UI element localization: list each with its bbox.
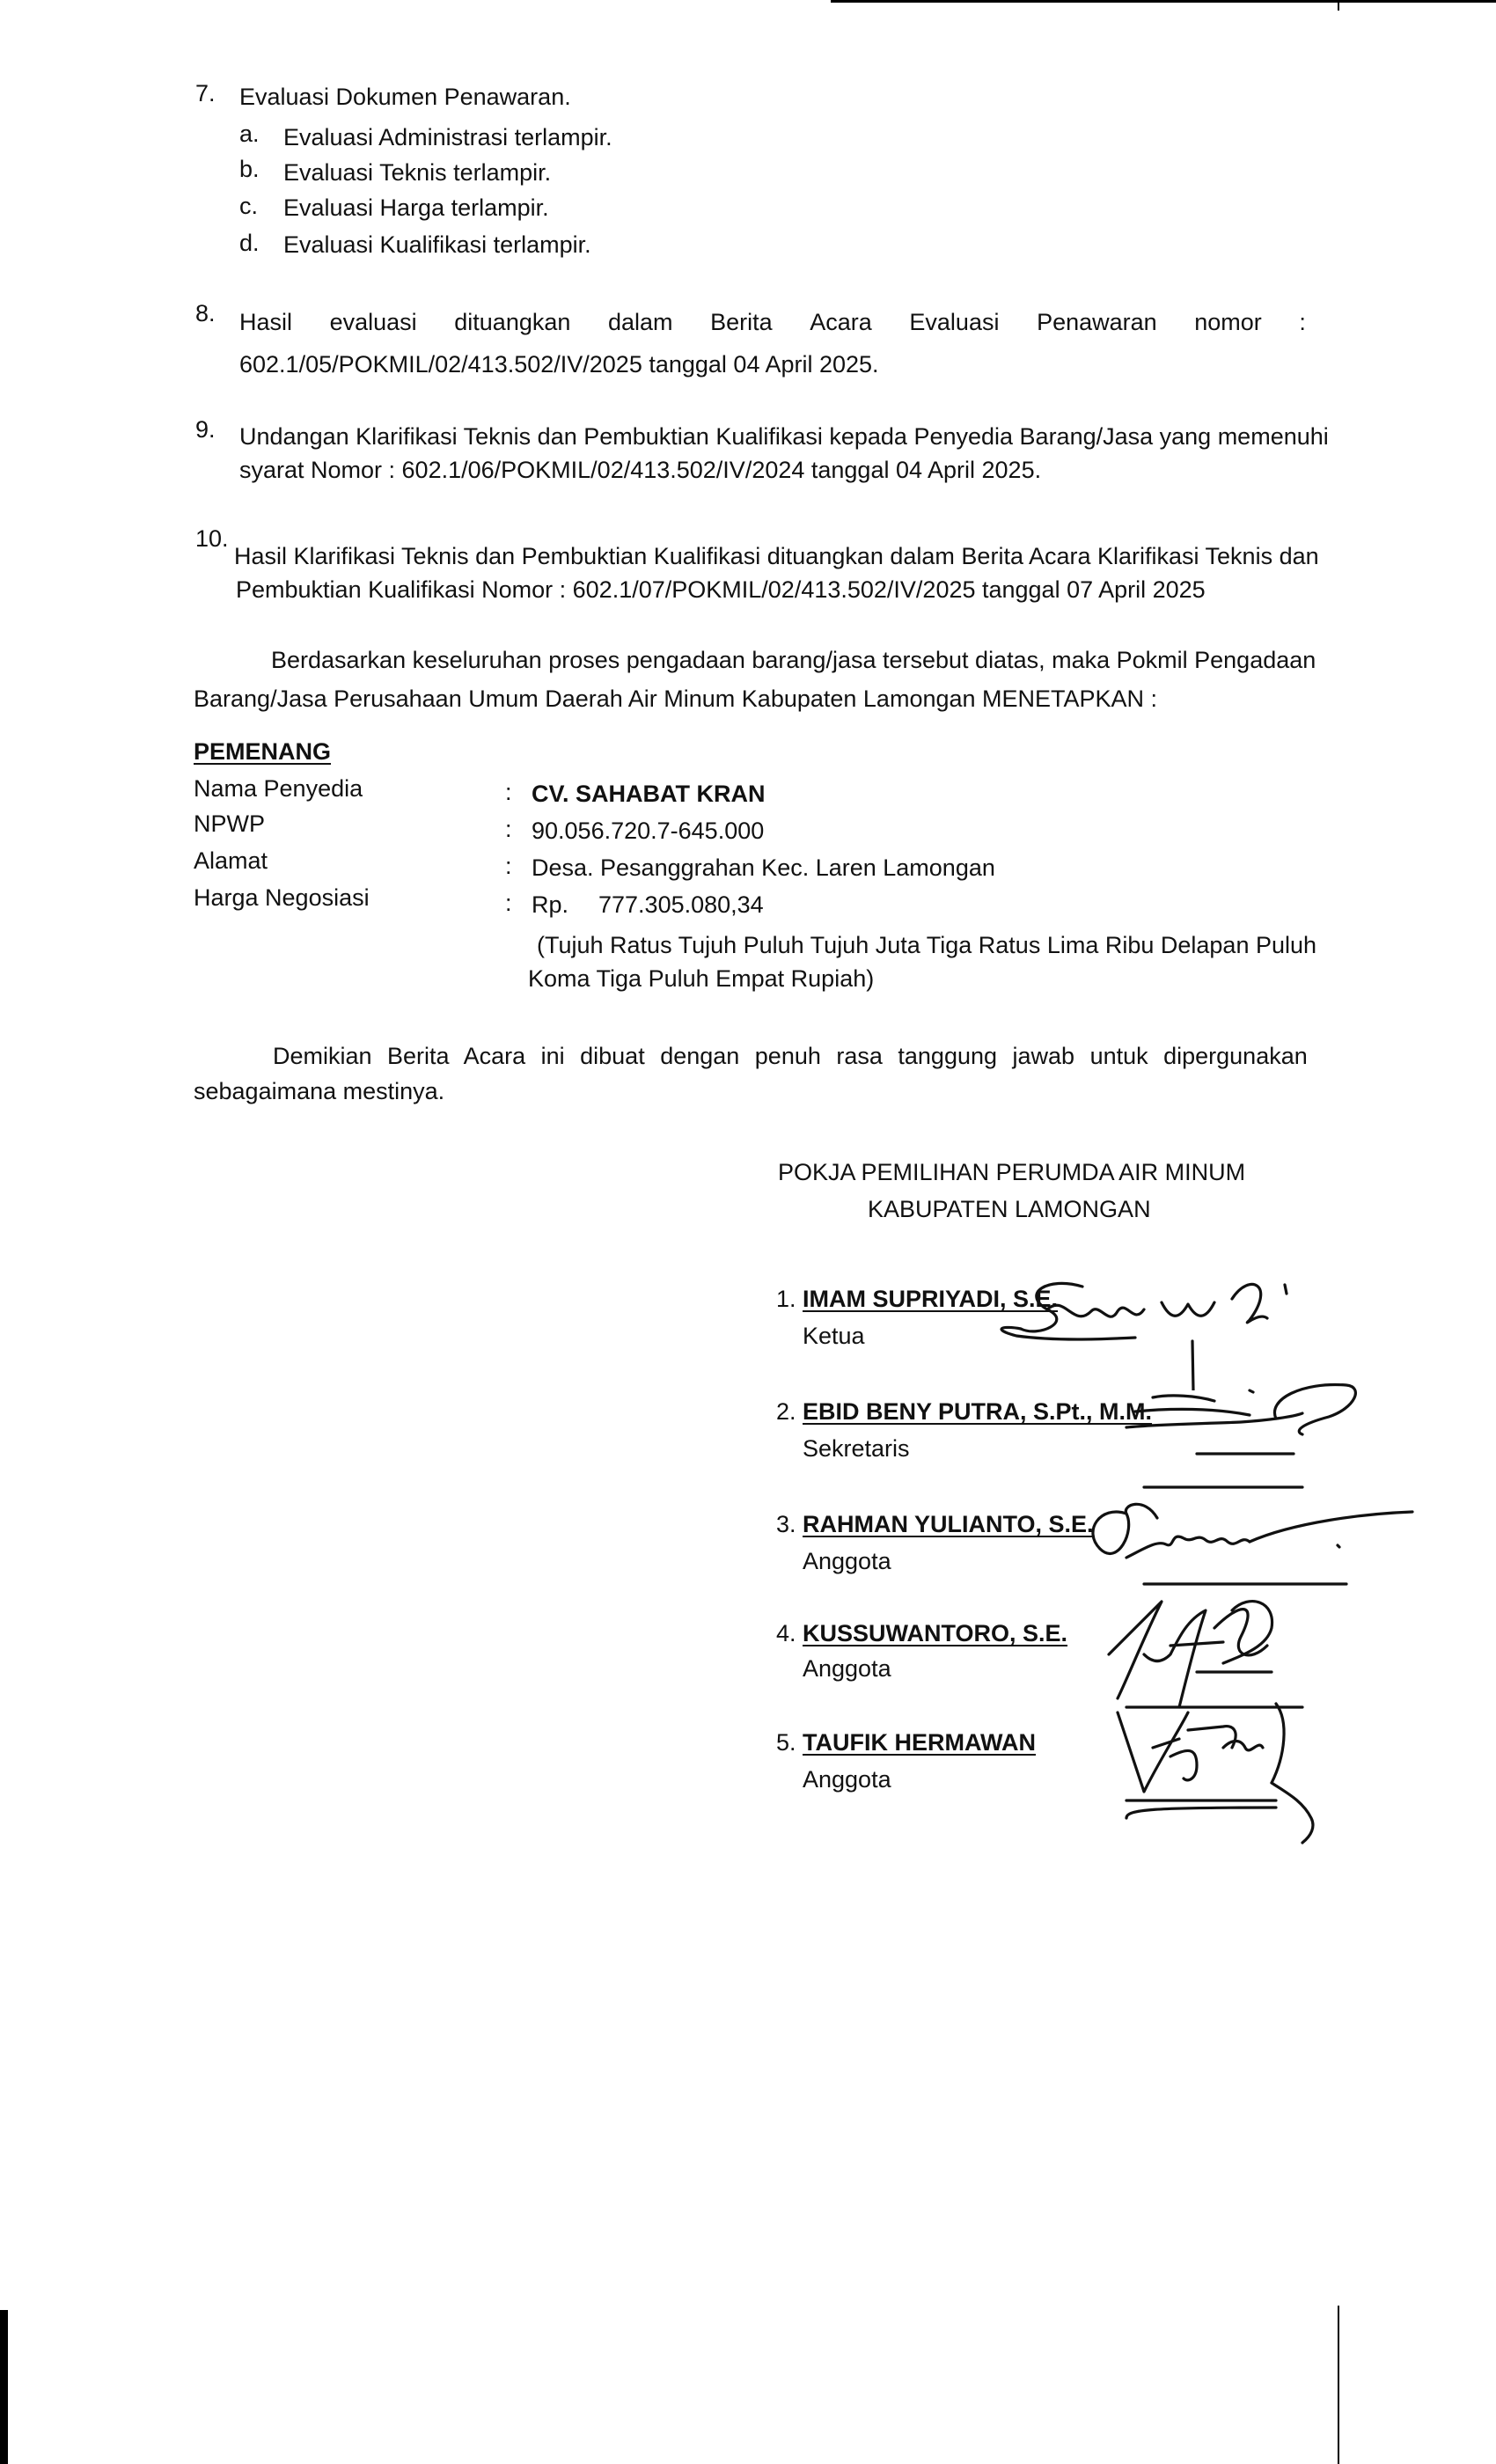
winner-label-price: Harga Negosiasi <box>194 884 370 911</box>
winner-label-provider: Nama Penyedia <box>194 775 363 802</box>
closing-line1 <box>273 1038 1308 1074</box>
winner-price-currency: Rp. <box>532 891 569 918</box>
winner-price-words-line1: (Tujuh Ratus Tujuh Puluh Tujuh Juta Tiga Ratus Lima Ribu Delapan Puluh <box>537 932 1317 958</box>
winner-colon: : <box>505 779 512 805</box>
member-number: 4. <box>776 1620 796 1646</box>
winner-colon: : <box>505 890 512 916</box>
member-role: Anggota <box>803 1548 891 1574</box>
scan-top-border <box>831 0 1496 3</box>
winner-label-npwp: NPWP <box>194 810 265 837</box>
winner-value-provider: CV. SAHABAT KRAN <box>532 781 766 807</box>
item-8-word: : <box>1299 309 1306 335</box>
member-number: 1. <box>776 1286 796 1312</box>
scan-top-tick <box>1338 0 1339 11</box>
item-7-sub-a-letter: a. <box>239 121 260 147</box>
intro-line2: Barang/Jasa Perusahaan Umum Daerah Air Minum Kabupaten Lamongan MENETAPKAN : <box>194 686 1158 712</box>
item-9-line2: syarat Nomor : 602.1/06/POKMIL/02/413.502/IV/2024 tanggal 04 April 2025. <box>239 457 1042 483</box>
winner-value-price: 777.305.080,34 <box>598 891 764 918</box>
item-7-sub-b-text: Evaluasi Teknis terlampir. <box>283 159 552 186</box>
item-7-sub-c-text: Evaluasi Harga terlampir. <box>283 194 549 221</box>
winner-colon: : <box>505 853 512 879</box>
winner-label-address: Alamat <box>194 847 268 874</box>
winner-price-words-line2: Koma Tiga Puluh Empat Rupiah) <box>528 965 875 992</box>
item-8-word: Evaluasi <box>909 309 1000 335</box>
signature-1 <box>986 1267 1320 1390</box>
item-8-number: 8. <box>195 300 216 326</box>
member-number: 5. <box>776 1729 796 1756</box>
committee-title-line1: POKJA PEMILIHAN PERUMDA AIR MINUM <box>778 1159 1246 1185</box>
item-7-sub-d-text: Evaluasi Kualifikasi terlampir. <box>283 231 591 258</box>
closing-line2: sebagaimana mestinya. <box>194 1078 445 1104</box>
item-8-word: Penawaran <box>1037 309 1157 335</box>
item-7-sub-c-letter: c. <box>239 193 259 219</box>
item-10-number: 10. <box>195 525 229 552</box>
item-8-word: evaluasi <box>329 309 417 335</box>
item-8-word: dalam <box>607 309 673 335</box>
item-7-number: 7. <box>195 80 216 106</box>
item-8-word: Hasil <box>239 309 293 335</box>
item-7-sub-a-text: Evaluasi Administrasi terlampir. <box>283 124 612 150</box>
member-role: Anggota <box>803 1766 891 1793</box>
item-7-sub-b-letter: b. <box>239 156 260 182</box>
winner-colon: : <box>505 816 512 842</box>
closing-text: Demikian Berita Acara ini dibuat dengan penuh rasa tanggung jawab untuk dipergunakan <box>273 1043 1308 1069</box>
item-8-line2: 602.1/05/POKMIL/02/413.502/IV/2025 tanggal 04 April 2025. <box>239 351 879 378</box>
item-8-word: nomor <box>1194 309 1262 335</box>
member-number: 3. <box>776 1511 796 1537</box>
item-10-line2: Pembuktian Kualifikasi Nomor : 602.1/07/POKMIL/02/413.502/IV/2025 tanggal 07 April 2025 <box>236 576 1206 603</box>
item-9-number: 9. <box>195 416 216 443</box>
member-name: IMAM SUPRIYADI, S.E. <box>803 1286 1059 1312</box>
member-role: Sekretaris <box>803 1435 910 1462</box>
intro-line1: Berdasarkan keseluruhan proses pengadaan barang/jasa tersebut diatas, maka Pokmil Pengadaan <box>271 647 1316 673</box>
member-name: EBID BENY PUTRA, S.Pt., M.M. <box>803 1398 1153 1425</box>
member-name: TAUFIK HERMAWAN <box>803 1729 1036 1756</box>
member-role: Anggota <box>803 1655 891 1682</box>
item-8-word: Berita <box>710 309 773 335</box>
member-name: KUSSUWANTORO, S.E. <box>803 1620 1068 1646</box>
scan-left-edge <box>0 2310 8 2464</box>
signature-2 <box>1038 1373 1373 1470</box>
item-10-line1: Hasil Klarifikasi Teknis dan Pembuktian Kualifikasi dituangkan dalam Berita Acara Klarifikasi Teknis dan <box>234 543 1319 569</box>
winner-value-npwp: 90.056.720.7-645.000 <box>532 818 765 844</box>
item-8-line1 <box>239 304 1306 340</box>
item-9-line1: Undangan Klarifikasi Teknis dan Pembuktian Kualifikasi kepada Penyedia Barang/Jasa yang memenuhi <box>239 423 1329 450</box>
item-8-word: dituangkan <box>454 309 571 335</box>
item-7-text: Evaluasi Dokumen Penawaran. <box>239 84 571 110</box>
scan-right-edge <box>1338 2306 1339 2464</box>
member-role: Ketua <box>803 1323 865 1349</box>
winner-heading: PEMENANG <box>194 738 332 765</box>
signature-5 <box>1100 1695 1346 1844</box>
member-name: RAHMAN YULIANTO, S.E. <box>803 1511 1094 1537</box>
signature-3 <box>1074 1470 1417 1593</box>
winner-value-address: Desa. Pesanggrahan Kec. Laren Lamongan <box>532 854 995 881</box>
member-number: 2. <box>776 1398 796 1425</box>
committee-title-line2: KABUPATEN LAMONGAN <box>868 1196 1151 1222</box>
item-7-sub-d-letter: d. <box>239 230 260 256</box>
item-8-word: Acara <box>810 309 872 335</box>
